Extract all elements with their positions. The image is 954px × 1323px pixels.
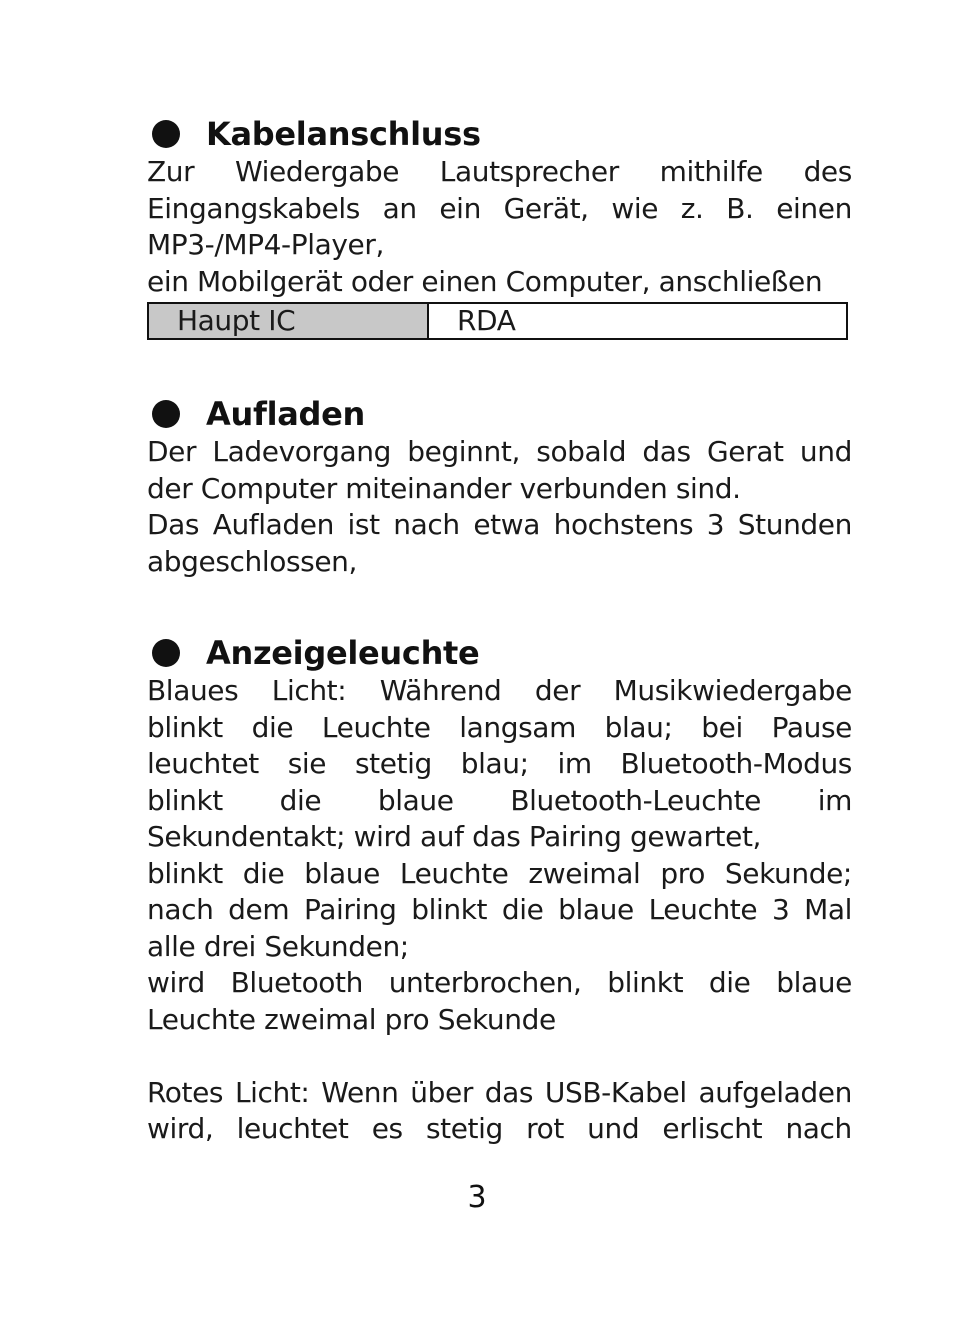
word: sie [287,747,327,780]
word: Ladevorgang [212,435,391,468]
section-heading [147,633,852,673]
word: hochstens [553,508,694,541]
word: Stunden [737,508,852,541]
word: Leuchte [648,893,758,926]
word: blinkt [411,893,488,926]
word: leuchtet [236,1112,349,1145]
word: Eingangskabels [147,191,360,225]
section-body [147,673,852,1148]
word: Pause [771,710,852,744]
body-line [147,746,852,783]
word: Sekunde; [724,856,852,890]
word: z. [680,191,704,225]
word: Licht: [234,1075,310,1109]
word: Blaues [147,674,239,707]
section-body [147,434,852,580]
body-line: Sekundentakt; wird auf das Pairing gewartet, [147,820,762,853]
word: mithilfe [659,155,763,188]
body-line [147,1111,852,1148]
word: blaue [776,966,852,999]
section-title: Kabelanschluss [206,115,481,153]
word: blinkt [147,783,223,817]
word: beginnt, [407,435,520,468]
body-line [147,856,852,893]
word: Gerat [707,435,784,468]
word: bei [701,710,743,744]
word: blau; [604,710,673,744]
word: die [242,856,285,890]
body-line: abgeschlossen, [147,544,358,578]
word: über [410,1075,473,1109]
word: Licht: [271,674,347,707]
spec-value-cell: RDA [428,303,847,339]
body-line [147,673,852,710]
word: die [501,893,544,926]
word: im [817,783,852,817]
word: sobald [536,435,627,468]
body-line [147,154,852,191]
word: im [557,747,592,780]
body-line: MP3-/MP4-Player, [147,228,384,261]
word: blaue [377,783,454,817]
section-anzeigeleuchte [147,633,852,1148]
word: wie [611,191,659,225]
word: Musikwiedergabe [613,674,852,707]
word: blaue [304,856,380,890]
word: unterbrochen, [388,966,582,999]
word: die [708,966,751,999]
section-aufladen [147,394,852,580]
word: die [251,710,294,744]
word: Bluetooth-Leuchte [510,783,761,817]
word: Rotes [147,1075,224,1109]
section-kabelanschluss [147,114,852,340]
word: und [799,435,852,468]
word: etwa [473,508,541,541]
word: rot [526,1112,564,1145]
body-line [147,191,852,228]
word: das [484,1075,534,1109]
body-line: Leuchte zweimal pro Sekunde [147,1002,556,1036]
word: 3 [771,893,790,926]
word: dem [228,893,290,926]
page-number: 3 [467,1180,487,1215]
body-line [147,710,852,747]
word: langsam [459,710,576,744]
word: es [371,1112,403,1145]
body-line [147,892,852,929]
word: blau; [460,747,529,780]
word: wird, [147,1112,214,1145]
word: stetig [354,747,432,780]
word: einen [776,191,852,225]
spec-table [147,302,848,340]
body-line [147,1075,852,1112]
word: Leuchte [321,710,431,744]
word: B. [726,191,754,225]
word: ist [347,508,380,541]
word: Aufladen [212,508,334,541]
bullet-icon [152,120,180,148]
paragraph-gap [147,1038,852,1075]
word: Pairing [303,893,397,926]
word: Während [379,674,502,707]
section-title: Aufladen [206,395,366,433]
word: pro [660,856,705,890]
word: blinkt [147,710,223,744]
word: Zur [147,155,195,188]
body-line: alle drei Sekunden; [147,929,409,963]
body-line: ein Mobilgerät oder einen Computer, anschließen [147,264,823,298]
word: leuchtet [147,747,259,780]
section-body [147,154,852,300]
word: nach [393,508,460,541]
word: aufgeladen [698,1075,852,1109]
word: Leuchte [399,856,509,890]
body-line [147,507,852,544]
bullet-icon [152,639,180,667]
word: blinkt [147,856,223,890]
word: Wiedergabe [235,155,400,188]
word: und [587,1112,640,1145]
spec-label-cell: Haupt IC [148,303,428,339]
word: Bluetooth [230,966,363,999]
word: das [642,435,691,468]
word: Das [147,508,200,541]
word: Bluetooth-Modus [620,747,852,780]
word: an [382,191,417,225]
section-title: Anzeigeleuchte [206,634,480,672]
word: blaue [558,893,634,926]
word: USB-Kabel [544,1075,687,1109]
word: stetig [425,1112,503,1145]
body-line [147,434,852,471]
word: erlischt [662,1112,763,1145]
word: nach [785,1112,852,1145]
word: 3 [706,508,725,541]
word: Der [147,435,197,468]
section-heading [147,394,852,434]
word: zweimal [528,856,641,890]
word: wird [147,966,205,999]
table-row [148,303,847,339]
bullet-icon [152,400,180,428]
section-heading [147,114,852,154]
word: der [534,674,581,707]
word: blinkt [607,966,684,999]
body-line [147,783,852,820]
word: Gerät, [503,191,589,225]
body-line [147,965,852,1002]
word: Lautsprecher [439,155,619,188]
body-line: der Computer miteinander verbunden sind. [147,471,741,505]
word: ein [439,191,481,225]
word: die [279,783,322,817]
word: Wenn [321,1075,399,1109]
word: des [803,155,852,188]
word: Mal [804,893,852,926]
word: nach [147,893,214,926]
